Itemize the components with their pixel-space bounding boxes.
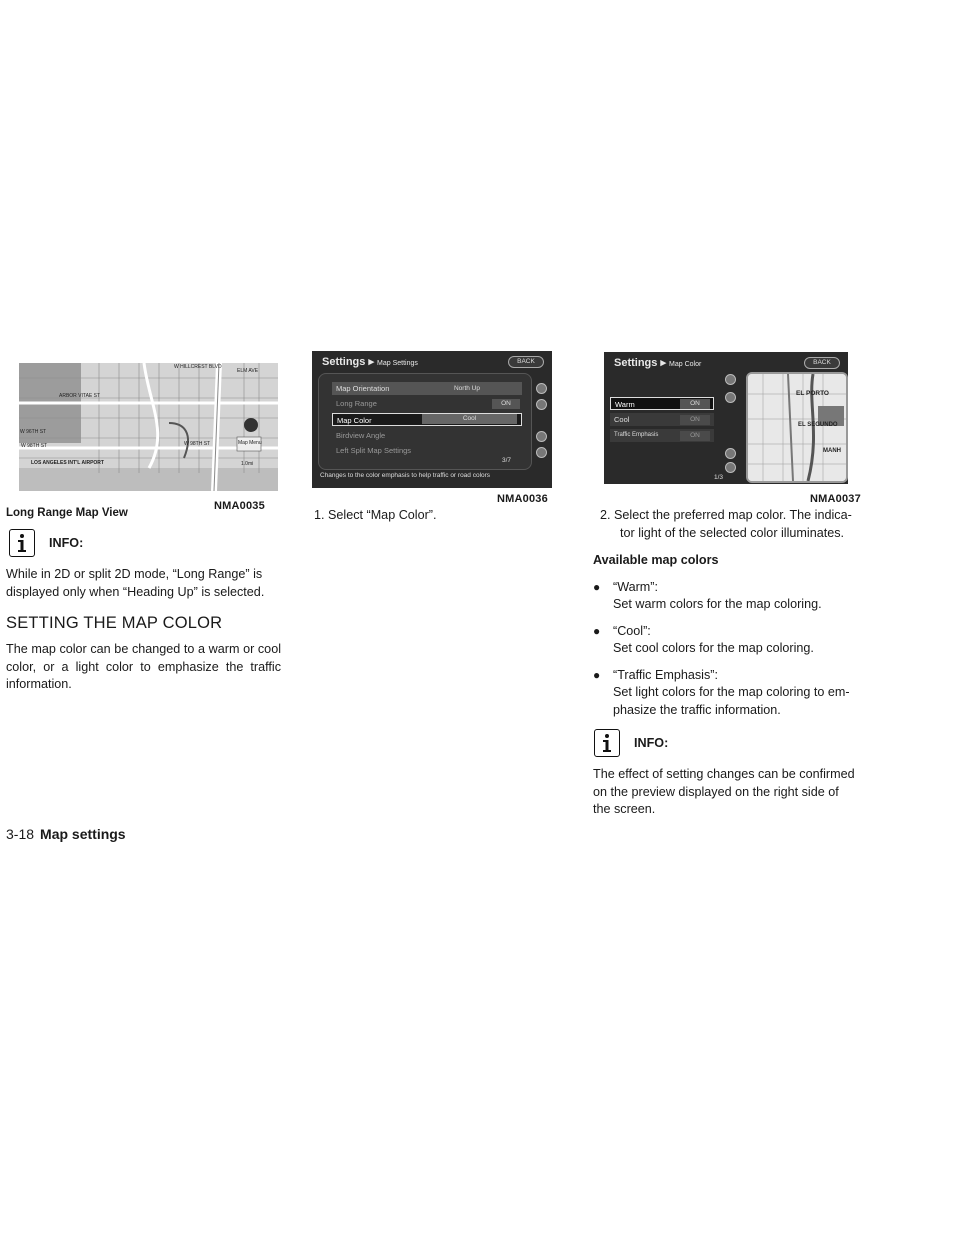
scroll-up-button[interactable]	[725, 392, 736, 403]
menu-value: North Up	[453, 385, 480, 392]
page-number: 3-18	[6, 826, 35, 842]
info-block	[9, 529, 281, 557]
map-label: ARBOR VITAE ST	[59, 393, 101, 399]
scroll-bottom-button[interactable]	[725, 462, 736, 473]
figure-code: NMA0035	[214, 500, 265, 512]
scroll-top-button[interactable]	[725, 374, 736, 385]
map-label: W 96TH ST	[20, 429, 47, 435]
menu-item-long-range[interactable]: Long Range	[336, 399, 377, 408]
figure-code: NMA0037	[810, 493, 861, 505]
screen-title: Settings ▸ Map Settings	[322, 356, 418, 368]
figure-caption: Long Range Map View	[6, 507, 128, 519]
menu-value: ON	[680, 431, 710, 441]
map-label: EL SEGUNDO	[798, 422, 838, 428]
subheading: Available map colors	[593, 553, 719, 567]
menu-item-birdview-angle[interactable]: Birdview Angle	[336, 431, 386, 440]
bullet-icon: ●	[593, 623, 601, 638]
back-button[interactable]: BACK	[508, 356, 544, 368]
screen-footer-text: Changes to the color emphasis to help traffic or road colors	[320, 472, 491, 479]
column-1	[6, 529, 281, 694]
step-1: 1. Select “Map Color”.	[314, 508, 437, 522]
column-3	[593, 507, 855, 819]
menu-item-warm[interactable]: Warm	[610, 397, 714, 410]
menu-item-map-orientation[interactable]: Map Orientation	[332, 382, 522, 395]
back-button[interactable]: BACK	[804, 357, 840, 369]
bullet-icon: ●	[593, 579, 601, 594]
bullet-icon: ●	[593, 667, 601, 682]
menu-value: ON	[680, 399, 710, 409]
map-menu-label: Map Menu	[238, 440, 262, 446]
map-label: W 98TH ST	[21, 443, 48, 449]
figure-code: NMA0036	[497, 493, 548, 505]
section-name: Map settings	[40, 826, 126, 842]
map-label: W HILLCREST BLVD	[174, 364, 222, 370]
scroll-top-button[interactable]	[536, 383, 547, 394]
map-color-screen	[604, 352, 848, 484]
page-indicator: 3/7	[502, 457, 512, 464]
info-text: The effect of setting changes can be confirmed on the preview displayed on the right side of the screen.	[593, 767, 855, 816]
page-footer	[6, 826, 126, 842]
scroll-up-button[interactable]	[536, 399, 547, 410]
section-paragraph: The map color can be changed to a warm or cool color, or a light color to emphasize the traffic information.	[6, 642, 281, 691]
scroll-down-button[interactable]	[725, 448, 736, 459]
page-indicator: 1/3	[714, 474, 724, 481]
step-2: 2. Select the preferred map color. The indica-tor light of the selected color illuminates.	[600, 508, 852, 540]
map-settings-screen	[312, 351, 552, 488]
map-label: LOS ANGELES INT'L AIRPORT	[31, 460, 104, 466]
menu-item-cool[interactable]: Cool	[610, 413, 714, 426]
long-range-map-figure	[19, 363, 278, 491]
info-icon	[9, 529, 35, 557]
info-block	[594, 729, 855, 757]
scale-label: 1.0mi	[241, 461, 254, 467]
scroll-bottom-button[interactable]	[536, 447, 547, 458]
info-label: INFO:	[634, 736, 669, 750]
menu-value: Cool	[422, 414, 517, 424]
menu-item-map-color[interactable]: Map Color	[332, 413, 522, 426]
menu-item-left-split[interactable]: Left Split Map Settings	[336, 446, 412, 455]
menu-value: ON	[492, 399, 520, 409]
menu-item-traffic-emphasis[interactable]: Traffic Emphasis	[610, 429, 714, 442]
map-preview	[746, 372, 848, 483]
info-icon	[594, 729, 620, 757]
map-label: W 98TH ST	[184, 441, 211, 447]
map-label: ELM AVE	[237, 368, 259, 374]
scroll-down-button[interactable]	[536, 431, 547, 442]
map-image	[19, 363, 278, 491]
info-text: While in 2D or split 2D mode, “Long Range” is displayed only when “Heading Up” is selected.	[6, 567, 265, 599]
map-label: EL PORTO	[796, 390, 829, 397]
list-item: ● “Warm”: Set warm colors for the map coloring.	[593, 579, 855, 614]
map-label: MANH	[823, 448, 841, 454]
screen-title: Settings ▸ Map Color	[614, 357, 702, 369]
list-item: ● “Cool”: Set cool colors for the map coloring.	[593, 623, 855, 658]
list-item: ● “Traffic Emphasis”: Set light colors for the map coloring to em-phasize the traffic information.	[593, 667, 855, 720]
section-heading: SETTING THE MAP COLOR	[6, 614, 223, 632]
menu-value: ON	[680, 415, 710, 425]
info-label: INFO:	[49, 536, 84, 550]
